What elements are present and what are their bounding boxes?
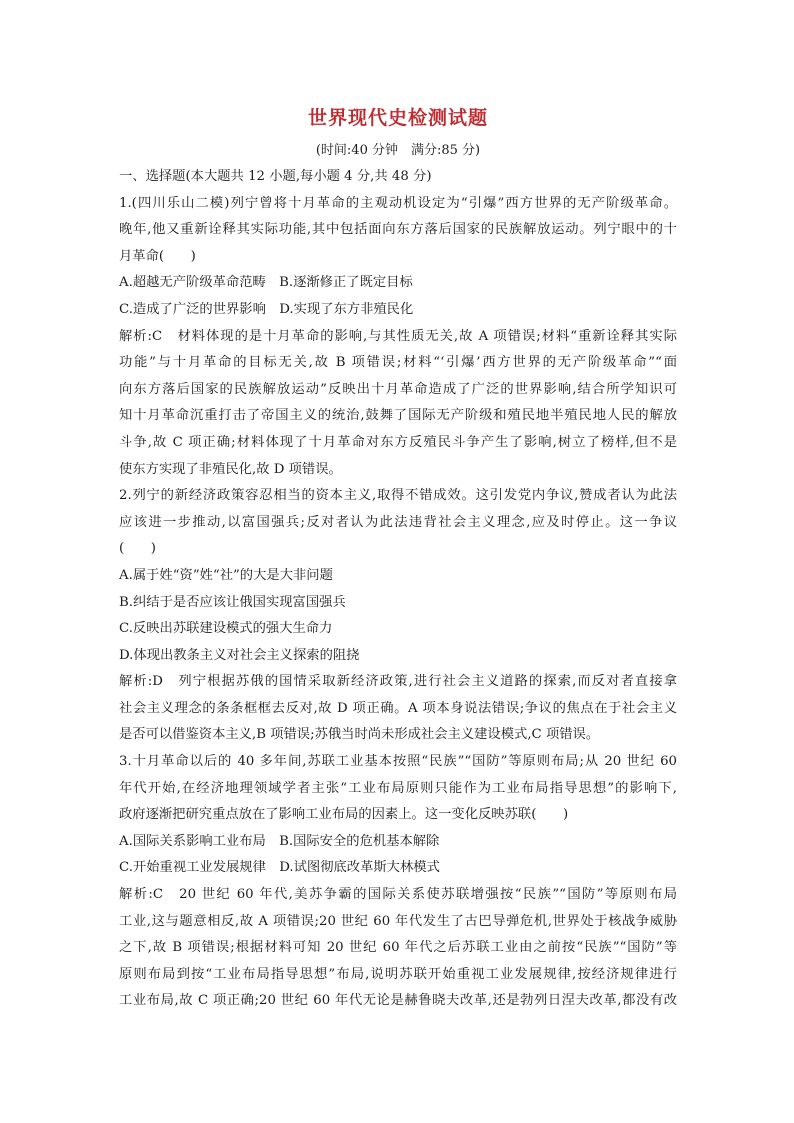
text-line: 解析:D 列宁根据苏俄的国情采取新经济政策,进行社会主义道路的探索,而反对者直接拿 [119, 674, 677, 690]
text-line: 原则布局到按“工业布局指导思想”布局,说明苏联开始重视工业发展规律,按经济规律进行 [119, 966, 677, 982]
text-line: ( ) [119, 541, 156, 557]
document-body [119, 164, 677, 1015]
text-line: C.造成了广泛的世界影响 D.实现了东方非殖民化 [119, 301, 414, 317]
text-line: A.国际关系影响工业布局 B.国际安全的危机基本解除 [119, 833, 440, 849]
text-line: 月革命( ) [119, 248, 196, 264]
text-line: 向东方落后国家的民族解放运动”反映出十月革命造成了广泛的世界影响,结合所学知识可 [119, 381, 677, 397]
text-line: 功能”与十月革命的目标无关,故 B 项错误;材料“‘引爆’西方世界的无产阶级革命”“面 [119, 355, 677, 371]
document-subtitle: (时间:40 分钟 满分:85 分) [315, 143, 481, 158]
text-line: 1.(四川乐山二模)列宁曾将十月革命的主观动机设定为“引爆”西方世界的无产阶级革命。 [119, 195, 677, 211]
text-line: A.属于姓“资”姓“社”的大是大非问题 [119, 567, 333, 583]
text-line: 年代开始,在经济地理领域学者主张“工业布局原则只能作为工业布局指导思想”的影响下, [119, 780, 677, 796]
text-line: 解析:C 20 世纪 60 年代,美苏争霸的国际关系使苏联增强按“民族”“国防”等原则布局 [119, 887, 677, 903]
text-line: 使东方实现了非殖民化,故 D 项错误。 [119, 461, 342, 477]
text-line: 是否可以借鉴资本主义,B 项错误;苏俄当时尚未形成社会主义建设模式,C 项错误。 [119, 727, 600, 743]
text-line: 2.列宁的新经济政策容忍相当的资本主义,取得不错成效。这引发党内争议,赞成者认为此法 [119, 488, 677, 504]
text-line: 知十月革命沉重打击了帝国主义的统治,鼓舞了国际无产阶级和殖民地半殖民地人民的解放 [119, 408, 677, 424]
text-line: D.体现出教条主义对社会主义探索的阻挠 [119, 647, 360, 663]
text-line: B.纠结于是否应该让俄国实现富国强兵 [119, 594, 346, 610]
text-line: 解析:C 材料体现的是十月革命的影响,与其性质无关,故 A 项错误;材料“重新诠释其实际 [119, 328, 677, 344]
text-line: 应该进一步推动,以富国强兵;反对者认为此法违背社会主义理念,应及时停止。这一争议 [119, 514, 677, 530]
text-line: 政府逐渐把研究重点放在了影响工业布局的因素上。这一变化反映苏联( ) [119, 807, 569, 823]
text-line: C.开始重视工业发展规律 D.试图彻底改革斯大林模式 [119, 860, 440, 876]
document-title: 世界现代史检测试题 [307, 107, 488, 129]
text-line: 一、选择题(本大题共 12 小题,每小题 4 分,共 48 分) [119, 169, 432, 184]
text-line: 晚年,他又重新诠释其实际功能,其中包括面向东方落后国家的民族解放运动。列宁眼中的十 [119, 222, 677, 238]
text-line: 斗争,故 C 项正确;材料体现了十月革命对东方反殖民斗争产生了影响,树立了榜样,但不是 [119, 434, 677, 450]
text-line: 工业,这与题意相反,故 A 项错误;20 世纪 60 年代发生了古巴导弹危机,世界处于核战争威胁 [119, 913, 677, 929]
text-line: 3.十月革命以后的 40 多年间,苏联工业基本按照“民族”“国防”等原则布局;从 20 世纪 60 [119, 754, 677, 770]
text-line: 之下,故 B 项错误;根据材料可知 20 世纪 60 年代之后苏联工业由之前按“民族”“国防”等 [119, 940, 677, 956]
text-line: 社会主义理念的条条框框去反对,故 D 项正确。A 项本身说法错误;争议的焦点在于社会主义 [119, 700, 677, 716]
text-line: A.超越无产阶级革命范畴 B.逐渐修正了既定目标 [119, 275, 413, 291]
text-line: C.反映出苏联建设模式的强大生命力 [119, 621, 333, 637]
text-line: 工业布局,故 C 项正确;20 世纪 60 年代无论是赫鲁晓夫改革,还是勃列日涅夫改革,都没有改 [119, 993, 677, 1009]
document-page [119, 100, 677, 1015]
